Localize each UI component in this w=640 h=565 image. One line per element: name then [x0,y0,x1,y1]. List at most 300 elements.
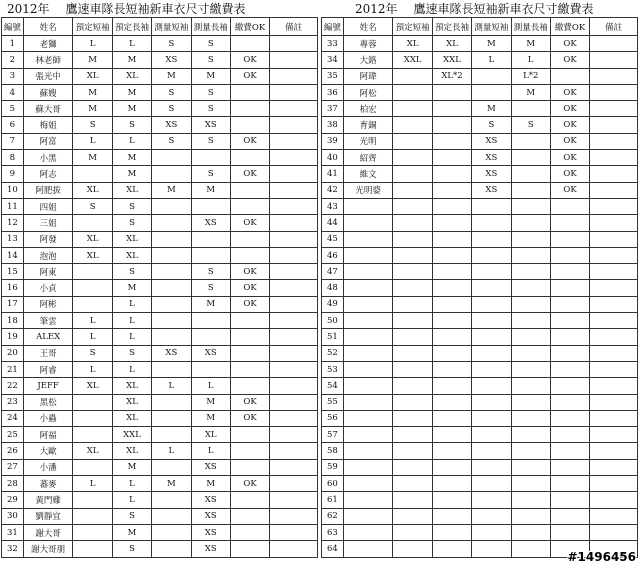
cell-note [590,68,638,84]
cell-planned-long [432,345,471,361]
cell-note [270,280,318,296]
cell-planned-short: XL [73,68,112,84]
cell-number: 42 [322,182,344,198]
table-row [322,492,638,508]
cell-number: 54 [322,378,344,394]
cell-paid [550,476,589,492]
cell-measured-long [511,443,550,459]
cell-measured-long: M [191,476,230,492]
cell-measured-short: M [472,36,511,52]
cell-planned-short [393,133,432,149]
cell-number: 32 [2,541,24,557]
cell-note [270,443,318,459]
table-row [322,133,638,149]
table-body [322,36,638,558]
cell-planned-short: M [73,84,112,100]
cell-number: 12 [2,215,24,231]
cell-number: 8 [2,150,24,166]
cell-name: 阿睿 [23,361,73,377]
column-header: 測量短袖 [472,18,511,36]
cell-planned-short [393,117,432,133]
cell-note [270,247,318,263]
cell-measured-short [152,198,191,214]
cell-measured-long [511,378,550,394]
cell-name: 專蓉 [343,36,393,52]
cell-measured-long [511,182,550,198]
cell-name: 阿松 [343,84,393,100]
cell-measured-long: XS [191,117,230,133]
cell-number: 63 [322,524,344,540]
cell-name: 光明 [343,133,393,149]
cell-note [590,150,638,166]
table-body [2,36,318,558]
table-row [2,410,318,426]
cell-paid [550,247,589,263]
table-row [322,150,638,166]
cell-measured-long: S [191,264,230,280]
cell-number: 30 [2,508,24,524]
cell-measured-short [152,541,191,557]
cell-paid [550,215,589,231]
cell-measured-long: S [191,280,230,296]
cell-paid [230,313,269,329]
cell-measured-short [472,443,511,459]
cell-measured-short: XS [472,182,511,198]
cell-measured-long: XS [191,215,230,231]
cell-number: 17 [2,296,24,312]
cell-planned-short [73,459,112,475]
cell-paid [550,68,589,84]
cell-note [270,476,318,492]
cell-name: 蕃麥 [23,476,73,492]
cell-number: 23 [2,394,24,410]
cell-planned-short [393,476,432,492]
cell-measured-long [511,459,550,475]
cell-measured-long: XS [191,345,230,361]
cell-paid [550,280,589,296]
cell-planned-short: S [73,345,112,361]
cell-number: 39 [322,133,344,149]
cell-planned-short [393,215,432,231]
cell-planned-long: M [112,524,151,540]
table-row [322,345,638,361]
cell-measured-long [511,345,550,361]
cell-planned-short [73,394,112,410]
cell-measured-short: XS [472,166,511,182]
cell-measured-short: M [152,182,191,198]
cell-measured-short [152,215,191,231]
cell-measured-short [152,394,191,410]
cell-name: 筆雲 [23,313,73,329]
cell-measured-long [511,313,550,329]
header-row [2,18,318,36]
cell-planned-short [73,492,112,508]
cell-note [270,508,318,524]
cell-measured-short [152,166,191,182]
cell-planned-short: XL [73,443,112,459]
table-row [2,36,318,52]
cell-planned-long: L [112,492,151,508]
cell-paid [230,150,269,166]
cell-measured-short: M [472,101,511,117]
cell-number: 59 [322,459,344,475]
cell-planned-short [393,508,432,524]
cell-name [343,476,393,492]
cell-note [590,394,638,410]
table-row [2,133,318,149]
cell-measured-long: S [191,84,230,100]
cell-number: 13 [2,231,24,247]
table-row [2,84,318,100]
cell-measured-short [472,427,511,443]
cell-measured-short [152,508,191,524]
cell-note [590,84,638,100]
cell-planned-short: S [73,198,112,214]
cell-planned-short [73,264,112,280]
cell-planned-short [73,508,112,524]
cell-paid: OK [230,476,269,492]
cell-planned-long: L [112,133,151,149]
cell-measured-short [152,524,191,540]
table-row [322,296,638,312]
cell-measured-long [511,280,550,296]
cell-measured-long: M [191,410,230,426]
table-row [322,166,638,182]
cell-number: 25 [2,427,24,443]
cell-number: 48 [322,280,344,296]
cell-note [590,231,638,247]
cell-planned-short: XL [73,231,112,247]
cell-number: 49 [322,296,344,312]
cell-number: 55 [322,394,344,410]
cell-name [343,215,393,231]
cell-number: 62 [322,508,344,524]
cell-name [343,410,393,426]
cell-number: 41 [322,166,344,182]
cell-paid [230,459,269,475]
cell-name: 林老師 [23,52,73,68]
cell-note [590,524,638,540]
cell-name: 謝大哥朋 [23,541,73,557]
table-row [2,231,318,247]
table-row [322,329,638,345]
cell-number: 18 [2,313,24,329]
sheet-title [1,2,318,17]
cell-measured-short [472,247,511,263]
cell-paid [230,198,269,214]
cell-measured-long [511,215,550,231]
cell-note [270,427,318,443]
cell-planned-long: XL [112,68,151,84]
cell-name: 阿瑋 [343,68,393,84]
table-row [322,476,638,492]
cell-measured-short [152,150,191,166]
cell-planned-long [432,394,471,410]
cell-measured-short [152,296,191,312]
cell-note [270,84,318,100]
cell-measured-long: M [191,296,230,312]
cell-measured-short: XS [152,117,191,133]
cell-measured-long: M [511,36,550,52]
cell-number: 43 [322,198,344,214]
cell-number: 53 [322,361,344,377]
cell-planned-long [432,166,471,182]
table-row [2,329,318,345]
cell-planned-long [432,329,471,345]
cell-planned-long [432,427,471,443]
cell-number: 44 [322,215,344,231]
cell-planned-long: XL [112,231,151,247]
column-header: 姓名 [23,18,73,36]
table-row [322,313,638,329]
cell-paid [550,427,589,443]
cell-note [590,459,638,475]
cell-planned-short [393,313,432,329]
cell-planned-long: S [112,264,151,280]
cell-measured-short [472,264,511,280]
cell-measured-long: L*2 [511,68,550,84]
cell-paid [550,231,589,247]
cell-measured-long [191,247,230,263]
cell-planned-long [432,443,471,459]
table-row [322,52,638,68]
cell-planned-short [73,280,112,296]
cell-paid: OK [230,215,269,231]
cell-planned-short [73,166,112,182]
cell-measured-short [152,329,191,345]
cell-measured-short: XS [472,133,511,149]
cell-planned-long [432,150,471,166]
table-row [2,198,318,214]
cell-measured-short [472,313,511,329]
cell-planned-short: L [73,361,112,377]
cell-measured-short [152,247,191,263]
left-sheet [1,2,318,558]
cell-planned-long: XL [112,443,151,459]
cell-name: 阿志 [23,166,73,182]
cell-planned-long [432,231,471,247]
cell-measured-short [472,68,511,84]
cell-measured-short: L [472,52,511,68]
cell-name: 三姐 [23,215,73,231]
table-row [2,459,318,475]
table-row [2,101,318,117]
table-row [322,182,638,198]
cell-name [343,378,393,394]
cell-planned-short [393,361,432,377]
cell-measured-short [152,280,191,296]
cell-measured-long [511,101,550,117]
cell-name: 謝大哥 [23,524,73,540]
cell-note [270,101,318,117]
cell-name: ALEX [23,329,73,345]
cell-name [343,296,393,312]
cell-paid: OK [550,36,589,52]
cell-note [590,508,638,524]
cell-planned-short [73,524,112,540]
cell-paid [550,296,589,312]
cell-number: 31 [2,524,24,540]
cell-measured-long: S [191,101,230,117]
cell-paid [550,394,589,410]
cell-measured-long [511,231,550,247]
table-row [2,264,318,280]
cell-name: 大歐 [23,443,73,459]
cell-note [270,492,318,508]
cell-name: 四姐 [23,198,73,214]
cell-paid [550,492,589,508]
cell-planned-long [432,459,471,475]
cell-planned-long: L [112,329,151,345]
cell-measured-short [152,459,191,475]
table-row [2,52,318,68]
table-row [322,215,638,231]
cell-number: 14 [2,247,24,263]
cell-measured-long [511,166,550,182]
cell-name: 阿富 [23,133,73,149]
cell-note [590,410,638,426]
table-row [322,459,638,475]
cell-paid [550,313,589,329]
cell-name: 老獅 [23,36,73,52]
table-row [322,280,638,296]
cell-measured-short: XS [472,150,511,166]
cell-number: 33 [322,36,344,52]
cell-planned-short: M [73,101,112,117]
cell-measured-short [152,492,191,508]
cell-name: 泡泡 [23,247,73,263]
cell-planned-short: XL [73,378,112,394]
cell-planned-long: XL [112,182,151,198]
sheet-title [321,2,638,17]
cell-measured-short: S [152,101,191,117]
table-row [322,264,638,280]
cell-note [270,361,318,377]
cell-paid: OK [550,52,589,68]
cell-number: 38 [322,117,344,133]
cell-name [343,329,393,345]
cell-planned-long [432,133,471,149]
cell-planned-short: M [73,150,112,166]
cell-planned-long [432,182,471,198]
cell-number: 47 [322,264,344,280]
cell-planned-long: XL [112,378,151,394]
cell-planned-long [432,264,471,280]
cell-planned-short [393,345,432,361]
cell-paid [230,345,269,361]
cell-note [590,427,638,443]
column-header: 測量長袖 [511,18,550,36]
cell-name [343,313,393,329]
cell-paid [550,508,589,524]
cell-paid [230,247,269,263]
cell-planned-long [432,378,471,394]
cell-paid [550,345,589,361]
cell-measured-long [511,524,550,540]
cell-planned-short [393,182,432,198]
cell-name: 維文 [343,166,393,182]
cell-measured-long: XS [191,541,230,557]
cell-name [343,524,393,540]
cell-planned-short: XXL [393,52,432,68]
cell-paid: OK [230,296,269,312]
cell-paid: OK [230,394,269,410]
column-header: 備註 [590,18,638,36]
cell-number: 34 [322,52,344,68]
cell-note [590,296,638,312]
cell-number: 4 [2,84,24,100]
cell-number: 22 [2,378,24,394]
cell-planned-short [73,541,112,557]
cell-paid [230,492,269,508]
cell-note [270,68,318,84]
cell-planned-short [393,247,432,263]
cell-measured-long [511,427,550,443]
cell-number: 60 [322,476,344,492]
cell-planned-long: M [112,459,151,475]
watermark-id: #1496456 [567,550,636,564]
cell-name [343,247,393,263]
cell-measured-long [511,361,550,377]
cell-measured-short: S [152,36,191,52]
cell-planned-long [432,101,471,117]
cell-note [590,345,638,361]
title-text: 鷹速車隊長短袖新車衣尺寸繳費表 [413,2,594,16]
cell-note [270,52,318,68]
table-row [322,84,638,100]
cell-number: 61 [322,492,344,508]
cell-note [590,247,638,263]
cell-planned-short: XL [393,36,432,52]
cell-planned-long: L [112,296,151,312]
cell-measured-short [472,394,511,410]
cell-measured-long [191,329,230,345]
cell-measured-long [511,150,550,166]
cell-measured-long [511,296,550,312]
cell-paid [550,361,589,377]
cell-paid [230,524,269,540]
cell-note [270,524,318,540]
table-row [2,68,318,84]
cell-planned-long: L [112,313,151,329]
cell-note [270,313,318,329]
cell-planned-short [393,410,432,426]
cell-measured-long: S [191,166,230,182]
column-header: 測量長袖 [191,18,230,36]
cell-note [270,150,318,166]
cell-name [343,280,393,296]
cell-name: 光明婆 [343,182,393,198]
cell-measured-long: M [191,182,230,198]
cell-number: 37 [322,101,344,117]
cell-note [590,52,638,68]
cell-name: 阿彬 [23,296,73,312]
cell-paid: OK [550,150,589,166]
cell-number: 40 [322,150,344,166]
cell-number: 36 [322,84,344,100]
cell-paid: OK [550,117,589,133]
cell-name [343,492,393,508]
cell-paid [550,524,589,540]
table-row [322,101,638,117]
cell-name [343,394,393,410]
cell-note [270,166,318,182]
cell-measured-short [472,476,511,492]
cell-number: 7 [2,133,24,149]
cell-name: 黑松 [23,394,73,410]
table-row [322,231,638,247]
cell-name: 小貞 [23,280,73,296]
